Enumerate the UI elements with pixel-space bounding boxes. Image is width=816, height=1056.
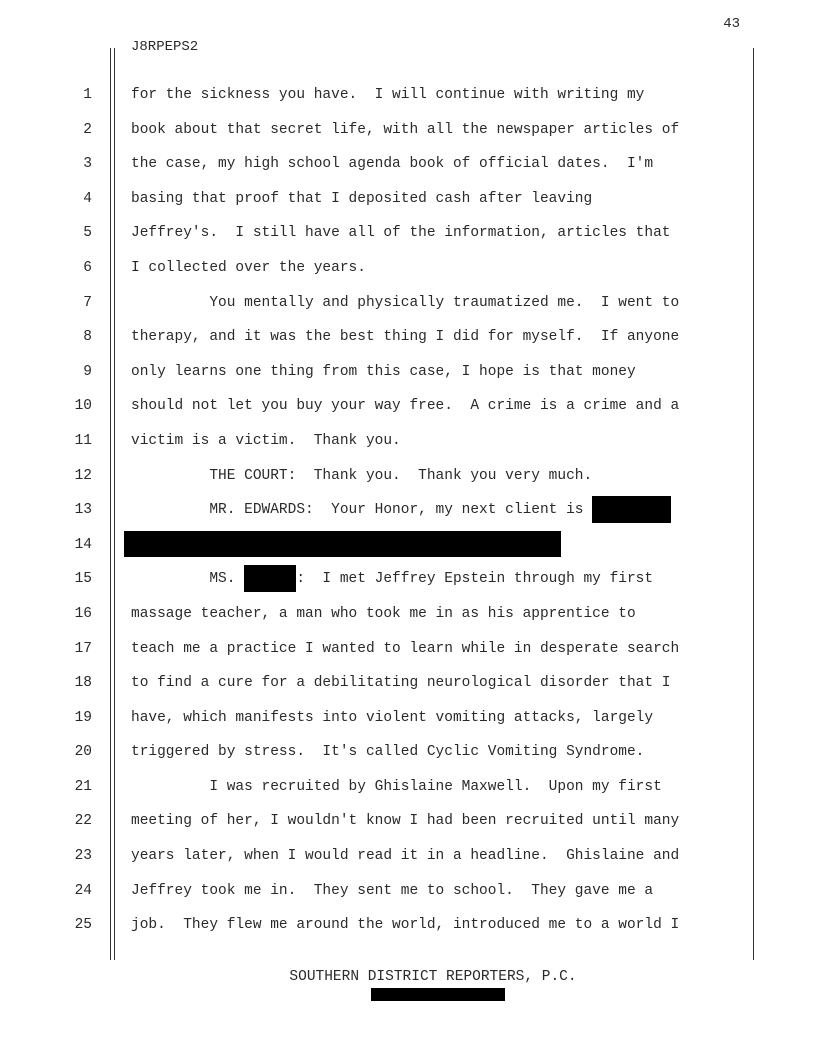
transcript-line (131, 320, 743, 355)
redaction-box (244, 565, 296, 592)
line-number: 13 (74, 502, 92, 519)
transcript-line (131, 839, 743, 874)
transcript-line (131, 286, 743, 321)
right-margin-rule (753, 48, 754, 960)
transcript-body (131, 78, 743, 943)
line-number: 2 (83, 121, 92, 138)
line-number: 22 (74, 813, 92, 830)
transcript-text: should not let you buy your way free. A crime is a crime and a (131, 398, 680, 415)
transcript-text: massage teacher, a man who took me in as his apprentice to (131, 605, 636, 622)
transcript-line (131, 182, 743, 217)
line-number: 16 (74, 605, 92, 622)
transcript-line (131, 113, 743, 148)
transcript-text: Jeffrey took me in. They sent me to school. They gave me a (131, 882, 654, 899)
transcript-text: only learns one thing from this case, I hope is that money (131, 363, 636, 380)
left-margin-rule-outer (110, 48, 111, 960)
case-code: J8RPEPS2 (131, 39, 199, 55)
footer-reporter: SOUTHERN DISTRICT REPORTERS, P.C. (289, 969, 577, 985)
line-number-column (60, 78, 92, 943)
transcript-line (131, 424, 743, 459)
transcript-line (131, 493, 743, 528)
line-number: 11 (74, 432, 92, 449)
transcript-text: the case, my high school agenda book of official dates. I'm (131, 156, 654, 173)
page-number: 43 (723, 16, 740, 32)
line-number: 6 (83, 259, 92, 276)
transcript-line (131, 355, 743, 390)
line-number: 20 (74, 744, 92, 761)
transcript-text: therapy, and it was the best thing I did for myself. If anyone (131, 329, 680, 346)
redaction-box-footer (371, 988, 505, 1001)
transcript-line (131, 632, 743, 667)
line-number: 14 (74, 536, 92, 553)
line-number: 8 (83, 329, 92, 346)
transcript-line (131, 216, 743, 251)
transcript-text: Jeffrey's. I still have all of the information, articles that (131, 225, 671, 242)
line-number: 7 (83, 294, 92, 311)
transcript-text: MS. (131, 571, 245, 588)
transcript-text: victim is a victim. Thank you. (131, 432, 401, 449)
transcript-line (131, 389, 743, 424)
transcript-line (131, 908, 743, 943)
transcript-line (131, 562, 743, 597)
transcript-line (131, 770, 743, 805)
transcript-text: teach me a practice I wanted to learn while in desperate search (131, 640, 680, 657)
transcript-text: I was recruited by Ghislaine Maxwell. Upon my first (131, 778, 662, 795)
line-number: 15 (74, 571, 92, 588)
transcript-text: have, which manifests into violent vomiting attacks, largely (131, 709, 654, 726)
transcript-line (131, 251, 743, 286)
line-number: 10 (74, 398, 92, 415)
line-number: 23 (74, 848, 92, 865)
transcript-line (131, 597, 743, 632)
line-number: 18 (74, 675, 92, 692)
transcript-line (131, 701, 743, 736)
transcript-text: triggered by stress. It's called Cyclic Vomiting Syndrome. (131, 744, 645, 761)
line-number: 21 (74, 778, 92, 795)
line-number: 9 (83, 363, 92, 380)
line-number: 1 (83, 87, 92, 103)
transcript-text: You mentally and physically traumatized me. I went to (131, 294, 680, 311)
transcript-line (131, 147, 743, 182)
transcript-line (131, 874, 743, 909)
transcript-text: MR. EDWARDS: Your Honor, my next client is (131, 502, 593, 519)
transcript-text: years later, when I would read it in a headline. Ghislaine and (131, 848, 680, 865)
line-number: 12 (74, 467, 92, 484)
transcript-text: : I met Jeffrey Epstein through my first (296, 571, 654, 588)
transcript-text: job. They flew me around the world, introduced me to a world I (131, 917, 680, 934)
transcript-text: book about that secret life, with all the newspaper articles of (131, 121, 680, 138)
transcript-line (131, 735, 743, 770)
transcript-line (131, 528, 743, 563)
transcript-text: meeting of her, I wouldn't know I had been recruited until many (131, 813, 680, 830)
transcript-line (131, 78, 743, 113)
transcript-line (131, 804, 743, 839)
transcript-text: for the sickness you have. I will continue with writing my (131, 87, 645, 103)
transcript-line (131, 459, 743, 494)
transcript-text: to find a cure for a debilitating neurological disorder that I (131, 675, 671, 692)
line-number: 25 (74, 917, 92, 934)
line-number: 5 (83, 225, 92, 242)
transcript-line (131, 666, 743, 701)
transcript-text: basing that proof that I deposited cash after leaving (131, 190, 593, 207)
line-number: 17 (74, 640, 92, 657)
left-margin-rule-inner (114, 48, 115, 960)
transcript-text: I collected over the years. (131, 259, 366, 276)
redaction-box (592, 496, 670, 523)
line-number: 19 (74, 709, 92, 726)
redaction-box-name (124, 531, 561, 557)
transcript-text: THE COURT: Thank you. Thank you very much. (131, 467, 593, 484)
line-number: 3 (83, 156, 92, 173)
line-number: 24 (74, 882, 92, 899)
line-number: 4 (83, 190, 92, 207)
